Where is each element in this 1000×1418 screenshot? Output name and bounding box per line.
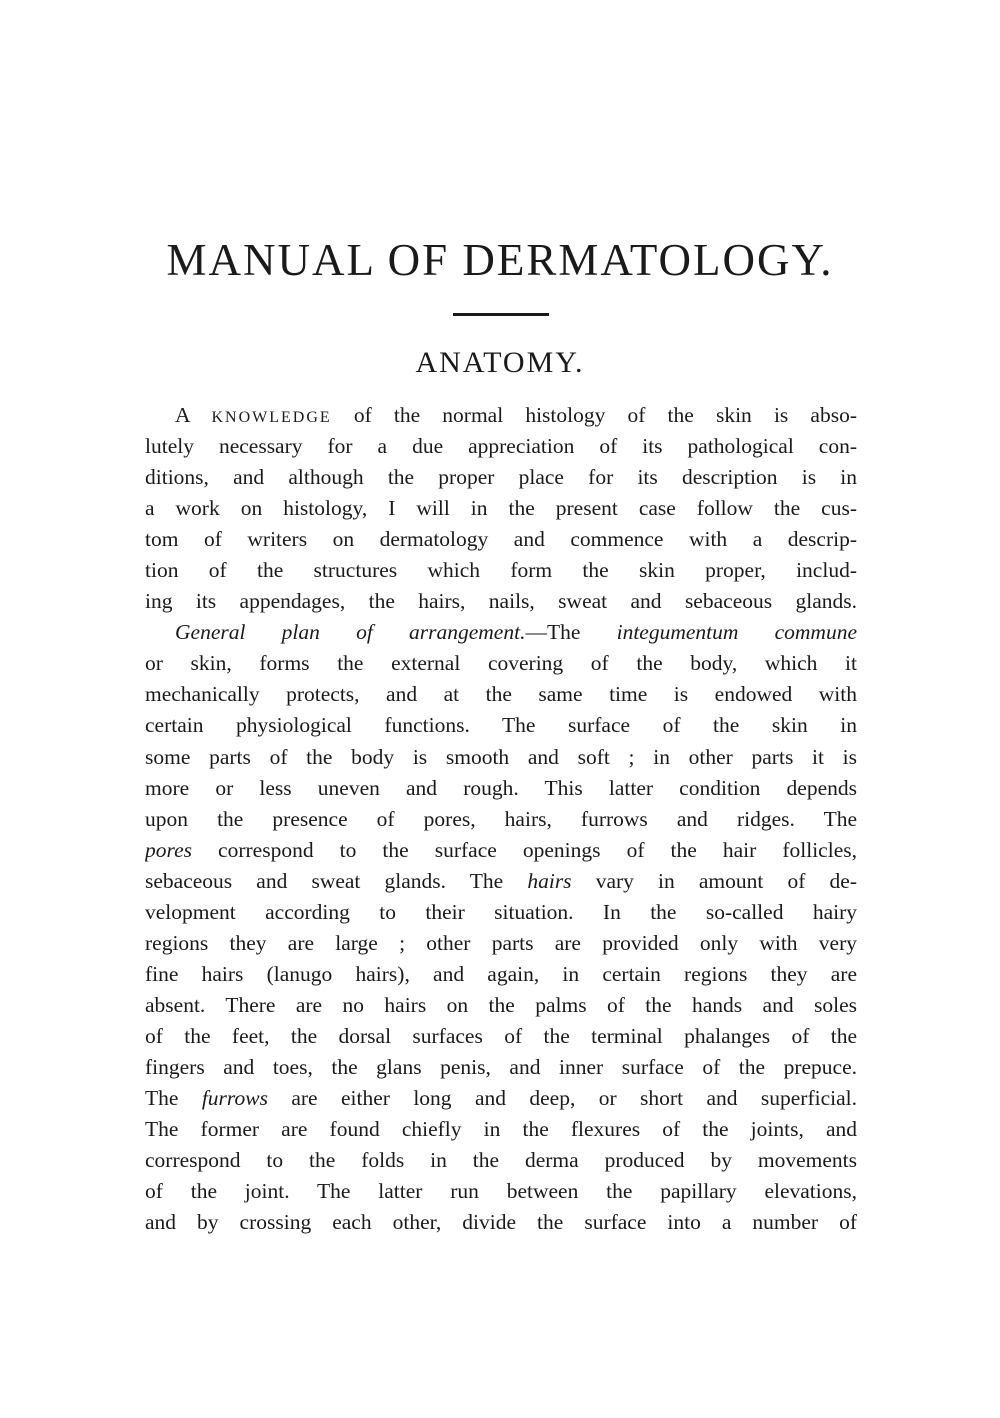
body-text <box>145 400 857 1238</box>
paragraph-2-line: and by crossing each other, divide the surface into a number of <box>145 1210 857 1235</box>
subheading-italic: General plan of arrangement. <box>175 620 526 645</box>
book-title: MANUAL OF DERMATOLOGY. <box>166 235 834 285</box>
text-run: of the normal histology of the skin is abso- <box>331 403 857 427</box>
paragraph-2-line <box>145 835 857 866</box>
term-hairs: hairs <box>527 868 572 893</box>
text-run: —The <box>525 620 617 645</box>
paragraph-2-line: The former are found chiefly in the flexures of the joints, and <box>145 1117 857 1142</box>
paragraph-1-line: lutely necessary for a due appreciation of its pathological con- <box>145 434 857 459</box>
term-pores: pores <box>145 837 192 862</box>
paragraph-2-line: of the feet, the dorsal surfaces of the terminal phalanges of the <box>145 1023 857 1048</box>
latin-term: integumentum commune <box>616 620 857 645</box>
paragraph-2-line: absent. There are no hairs on the palms of the hands and soles <box>145 992 857 1017</box>
paragraph-2-line: regions they are large ; other parts are provided only with very <box>145 930 857 955</box>
paragraph-2-line <box>145 866 857 897</box>
text-run: correspond to the surface openings of the hair follicles, <box>191 837 857 862</box>
lead-cap: A <box>175 403 212 427</box>
text-run: are either long and deep, or short and superficial. <box>267 1086 857 1111</box>
paragraph-1-line: ing its appendages, the hairs, nails, sweat and sebaceous glands. <box>145 589 857 614</box>
paragraph-2-line: fingers and toes, the glans penis, and inner surface of the prepuce. <box>145 1054 857 1079</box>
lead-smallcaps: KNOWLEDGE <box>211 409 332 426</box>
section-title: ANATOMY. <box>415 346 585 379</box>
text-run: sebaceous and sweat glands. The <box>145 868 528 893</box>
paragraph-2-line: some parts of the body is smooth and soft ; in other parts it is <box>145 744 857 769</box>
paragraph-2-line-1 <box>145 617 857 648</box>
paragraph-2-line: of the joint. The latter run between the papillary elevations, <box>145 1179 857 1204</box>
title-rule <box>453 313 549 316</box>
paragraph-2-line: more or less uneven and rough. This latter condition depends <box>145 775 857 800</box>
paragraph-1-line: a work on histology, I will in the present case follow the cus- <box>145 496 857 521</box>
text-run: vary in amount of de- <box>571 868 857 893</box>
paragraph-1-line: tion of the structures which form the skin proper, includ- <box>145 558 857 583</box>
paragraph-2-line: or skin, forms the external covering of the body, which it <box>145 651 857 676</box>
paragraph-2-line: fine hairs (lanugo hairs), and again, in certain regions they are <box>145 961 857 986</box>
term-furrows: furrows <box>201 1086 268 1111</box>
paragraph-1-line-1 <box>145 400 857 431</box>
paragraph-2-line <box>145 1083 857 1114</box>
paragraph-2-line: velopment according to their situation. In the so-called hairy <box>145 899 857 924</box>
paragraph-1-line: ditions, and although the proper place for its description is in <box>145 465 857 490</box>
paragraph-2-line: upon the presence of pores, hairs, furrows and ridges. The <box>145 806 857 831</box>
paragraph-2-line: mechanically protects, and at the same time is endowed with <box>145 682 857 707</box>
paragraph-1-line: tom of writers on dermatology and commence with a descrip- <box>145 527 857 552</box>
paragraph-2-line: certain physiological functions. The surface of the skin in <box>145 713 857 738</box>
text-run: The <box>145 1086 202 1111</box>
paragraph-2-line: correspond to the folds in the derma produced by movements <box>145 1148 857 1173</box>
